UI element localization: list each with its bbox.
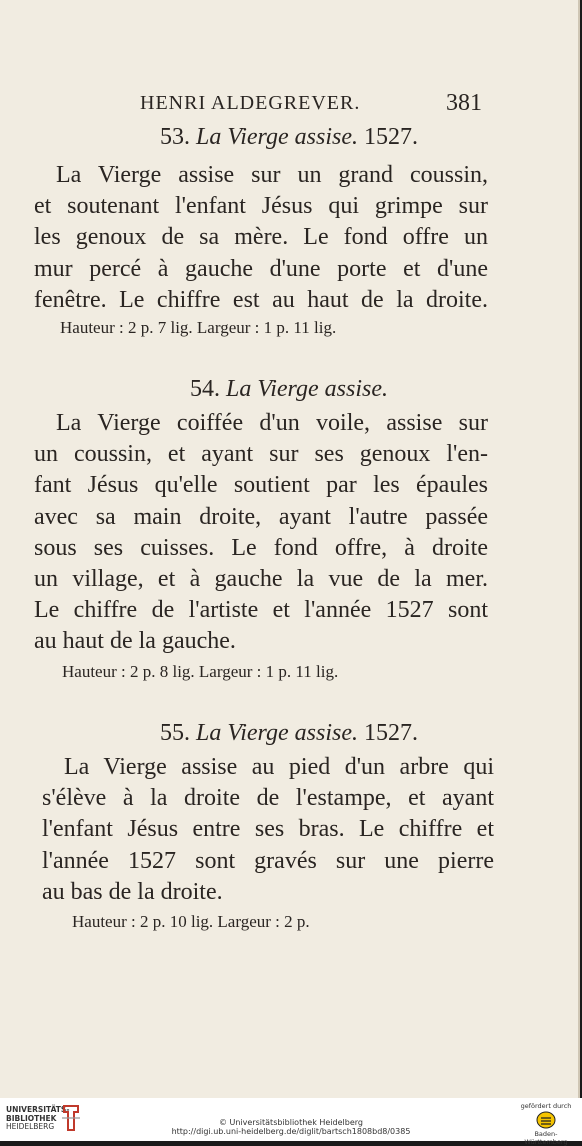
entry-description-54 — [34, 408, 488, 658]
text-line: l'enfant Jésus entre ses bras. Le chiffre et — [42, 816, 494, 843]
entry-title-text: La Vierge assise. — [226, 376, 388, 402]
entry-year: 1527. — [364, 720, 418, 746]
library-name-line3: HEIDELBERG — [6, 1122, 55, 1131]
entry-number: 54. — [190, 376, 220, 402]
entry-title-text: La Vierge assise. — [196, 720, 358, 746]
text-line: un coussin, et ayant sur ses genoux l'en- — [34, 441, 488, 468]
entry-description-53 — [34, 160, 488, 316]
entry-number: 53. — [160, 124, 190, 150]
entry-title-text: La Vierge assise. — [196, 124, 358, 150]
text-line: sous ses cuisses. Le fond offre, à droite — [34, 534, 488, 561]
entry-dimensions-55: Hauteur : 2 p. 10 lig. Largeur : 2 p. — [72, 912, 310, 931]
text-line: un village, et à gauche la vue de la mer. — [34, 566, 488, 593]
text-line: avec sa main droite, ayant l'autre passée — [34, 503, 488, 530]
text-line: La Vierge coiffée d'un voile, assise sur — [56, 410, 488, 436]
funded-by-label: gefördert durch — [520, 1102, 572, 1110]
entry-title-55 — [0, 720, 578, 747]
funder-name: Baden-Württemberg — [524, 1130, 568, 1146]
entry-title-53 — [0, 124, 578, 151]
text-line: mur percé à gauche d'une porte et d'une — [34, 255, 488, 282]
source-url-link[interactable]: http://digi.ub.uni-heidelberg.de/diglit/bartsch1808bd8/0385 — [171, 1127, 411, 1136]
copyright-notice — [0, 1118, 582, 1136]
entry-dimensions-53: Hauteur : 2 p. 7 lig. Largeur : 1 p. 11 lig. — [60, 318, 337, 337]
library-name-line1: UNIVERSITÄTS- — [6, 1105, 70, 1114]
text-line: fenêtre. Le chiffre est au haut de la droite. — [34, 286, 488, 313]
copyright-text: © Universitätsbibliothek Heidelberg — [218, 1118, 363, 1127]
funder-logo[interactable] — [516, 1102, 576, 1146]
text-line: fant Jésus qu'elle soutient par les épaules — [34, 472, 488, 499]
entry-year: 1527. — [364, 124, 418, 150]
text-line: et soutenant l'enfant Jésus qui grimpe sur — [34, 193, 488, 220]
entry-number: 55. — [160, 720, 190, 746]
state-coat-of-arms-icon — [536, 1111, 556, 1129]
page-number: 381 — [446, 90, 482, 116]
text-line: Le chiffre de l'artiste et l'année 1527 sont — [34, 597, 488, 624]
text-line: les genoux de sa mère. Le fond offre un — [34, 224, 488, 251]
entry-dimensions-54: Hauteur : 2 p. 8 lig. Largeur : 1 p. 11 lig. — [62, 662, 339, 681]
text-line: au bas de la droite. — [42, 878, 223, 905]
text-line: l'année 1527 sont gravés sur une pierre — [42, 847, 494, 874]
text-line: s'élève à la droite de l'estampe, et ayant — [42, 785, 494, 812]
entry-title-54 — [0, 376, 578, 403]
viewer-footer — [0, 1098, 582, 1146]
entry-description-55 — [42, 752, 494, 908]
text-line: au haut de la gauche. — [34, 628, 236, 655]
library-name-line2: BIBLIOTHEK — [6, 1113, 57, 1123]
text-line: La Vierge assise sur un grand coussin, — [56, 162, 488, 188]
running-head-author: HENRI ALDEGREVER. — [140, 92, 361, 114]
text-line: La Vierge assise au pied d'un arbre qui — [64, 754, 494, 780]
